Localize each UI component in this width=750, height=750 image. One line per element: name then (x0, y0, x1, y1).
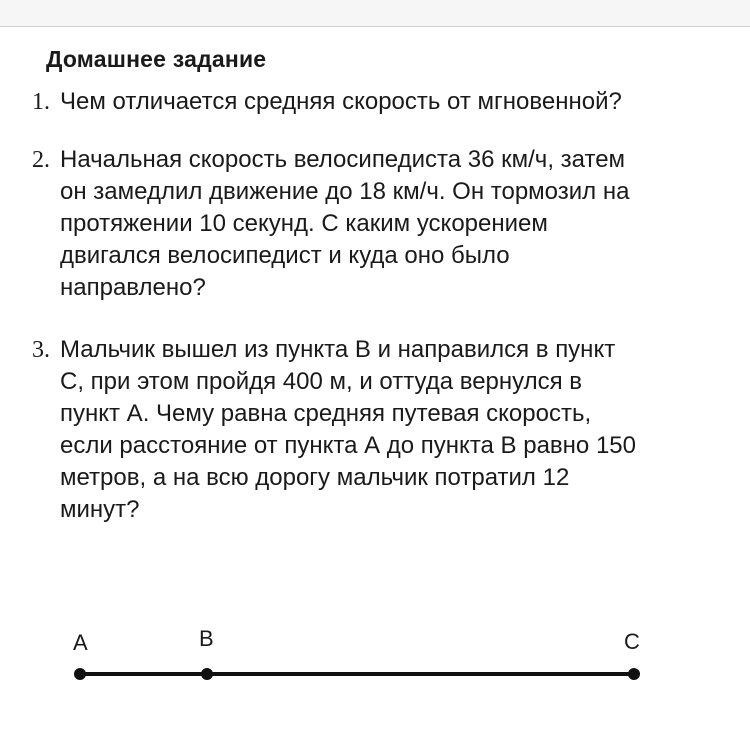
point-a-dot (74, 668, 86, 680)
task-text (60, 86, 750, 118)
task-line: если расстояние от пункта А до пункта В равно 150 (60, 432, 636, 459)
task-line: двигался велосипедист и куда оно было (60, 242, 510, 269)
task-line: минут? (60, 496, 140, 523)
point-b-label: B (199, 626, 214, 651)
task-line: С, при этом пройдя 400 м, и оттуда вернулся в (60, 368, 583, 395)
task-1 (32, 86, 750, 118)
task-line: метров, а на всю дорогу мальчик потратил 12 (60, 464, 570, 491)
task-line: он замедлил движение до 18 км/ч. Он тормозил на (60, 178, 630, 205)
task-number: 2. (32, 147, 50, 173)
point-c-dot (628, 668, 640, 680)
point-b-dot (201, 668, 213, 680)
point-c-label: C (624, 629, 640, 654)
task-text (60, 144, 750, 304)
task-line: направлено? (60, 274, 206, 301)
route-diagram (0, 610, 750, 710)
task-line: пункт А. Чему равна средняя путевая скорость, (60, 400, 592, 427)
top-toolbar-strip (0, 0, 750, 27)
task-line: Начальная скорость велосипедиста 36 км/ч, затем (60, 146, 626, 173)
task-2 (32, 144, 750, 304)
task-line: протяжении 10 секунд. С каким ускорением (60, 210, 548, 237)
task-3 (32, 334, 750, 526)
task-number: 3. (32, 337, 50, 363)
page-title: Домашнее задание (46, 46, 267, 72)
point-a-label: A (73, 630, 88, 655)
task-text (60, 334, 750, 526)
task-line: Чем отличается средняя скорость от мгновенной? (60, 88, 622, 115)
task-number: 1. (32, 89, 50, 115)
task-line: Мальчик вышел из пункта В и направился в пункт (60, 336, 616, 363)
